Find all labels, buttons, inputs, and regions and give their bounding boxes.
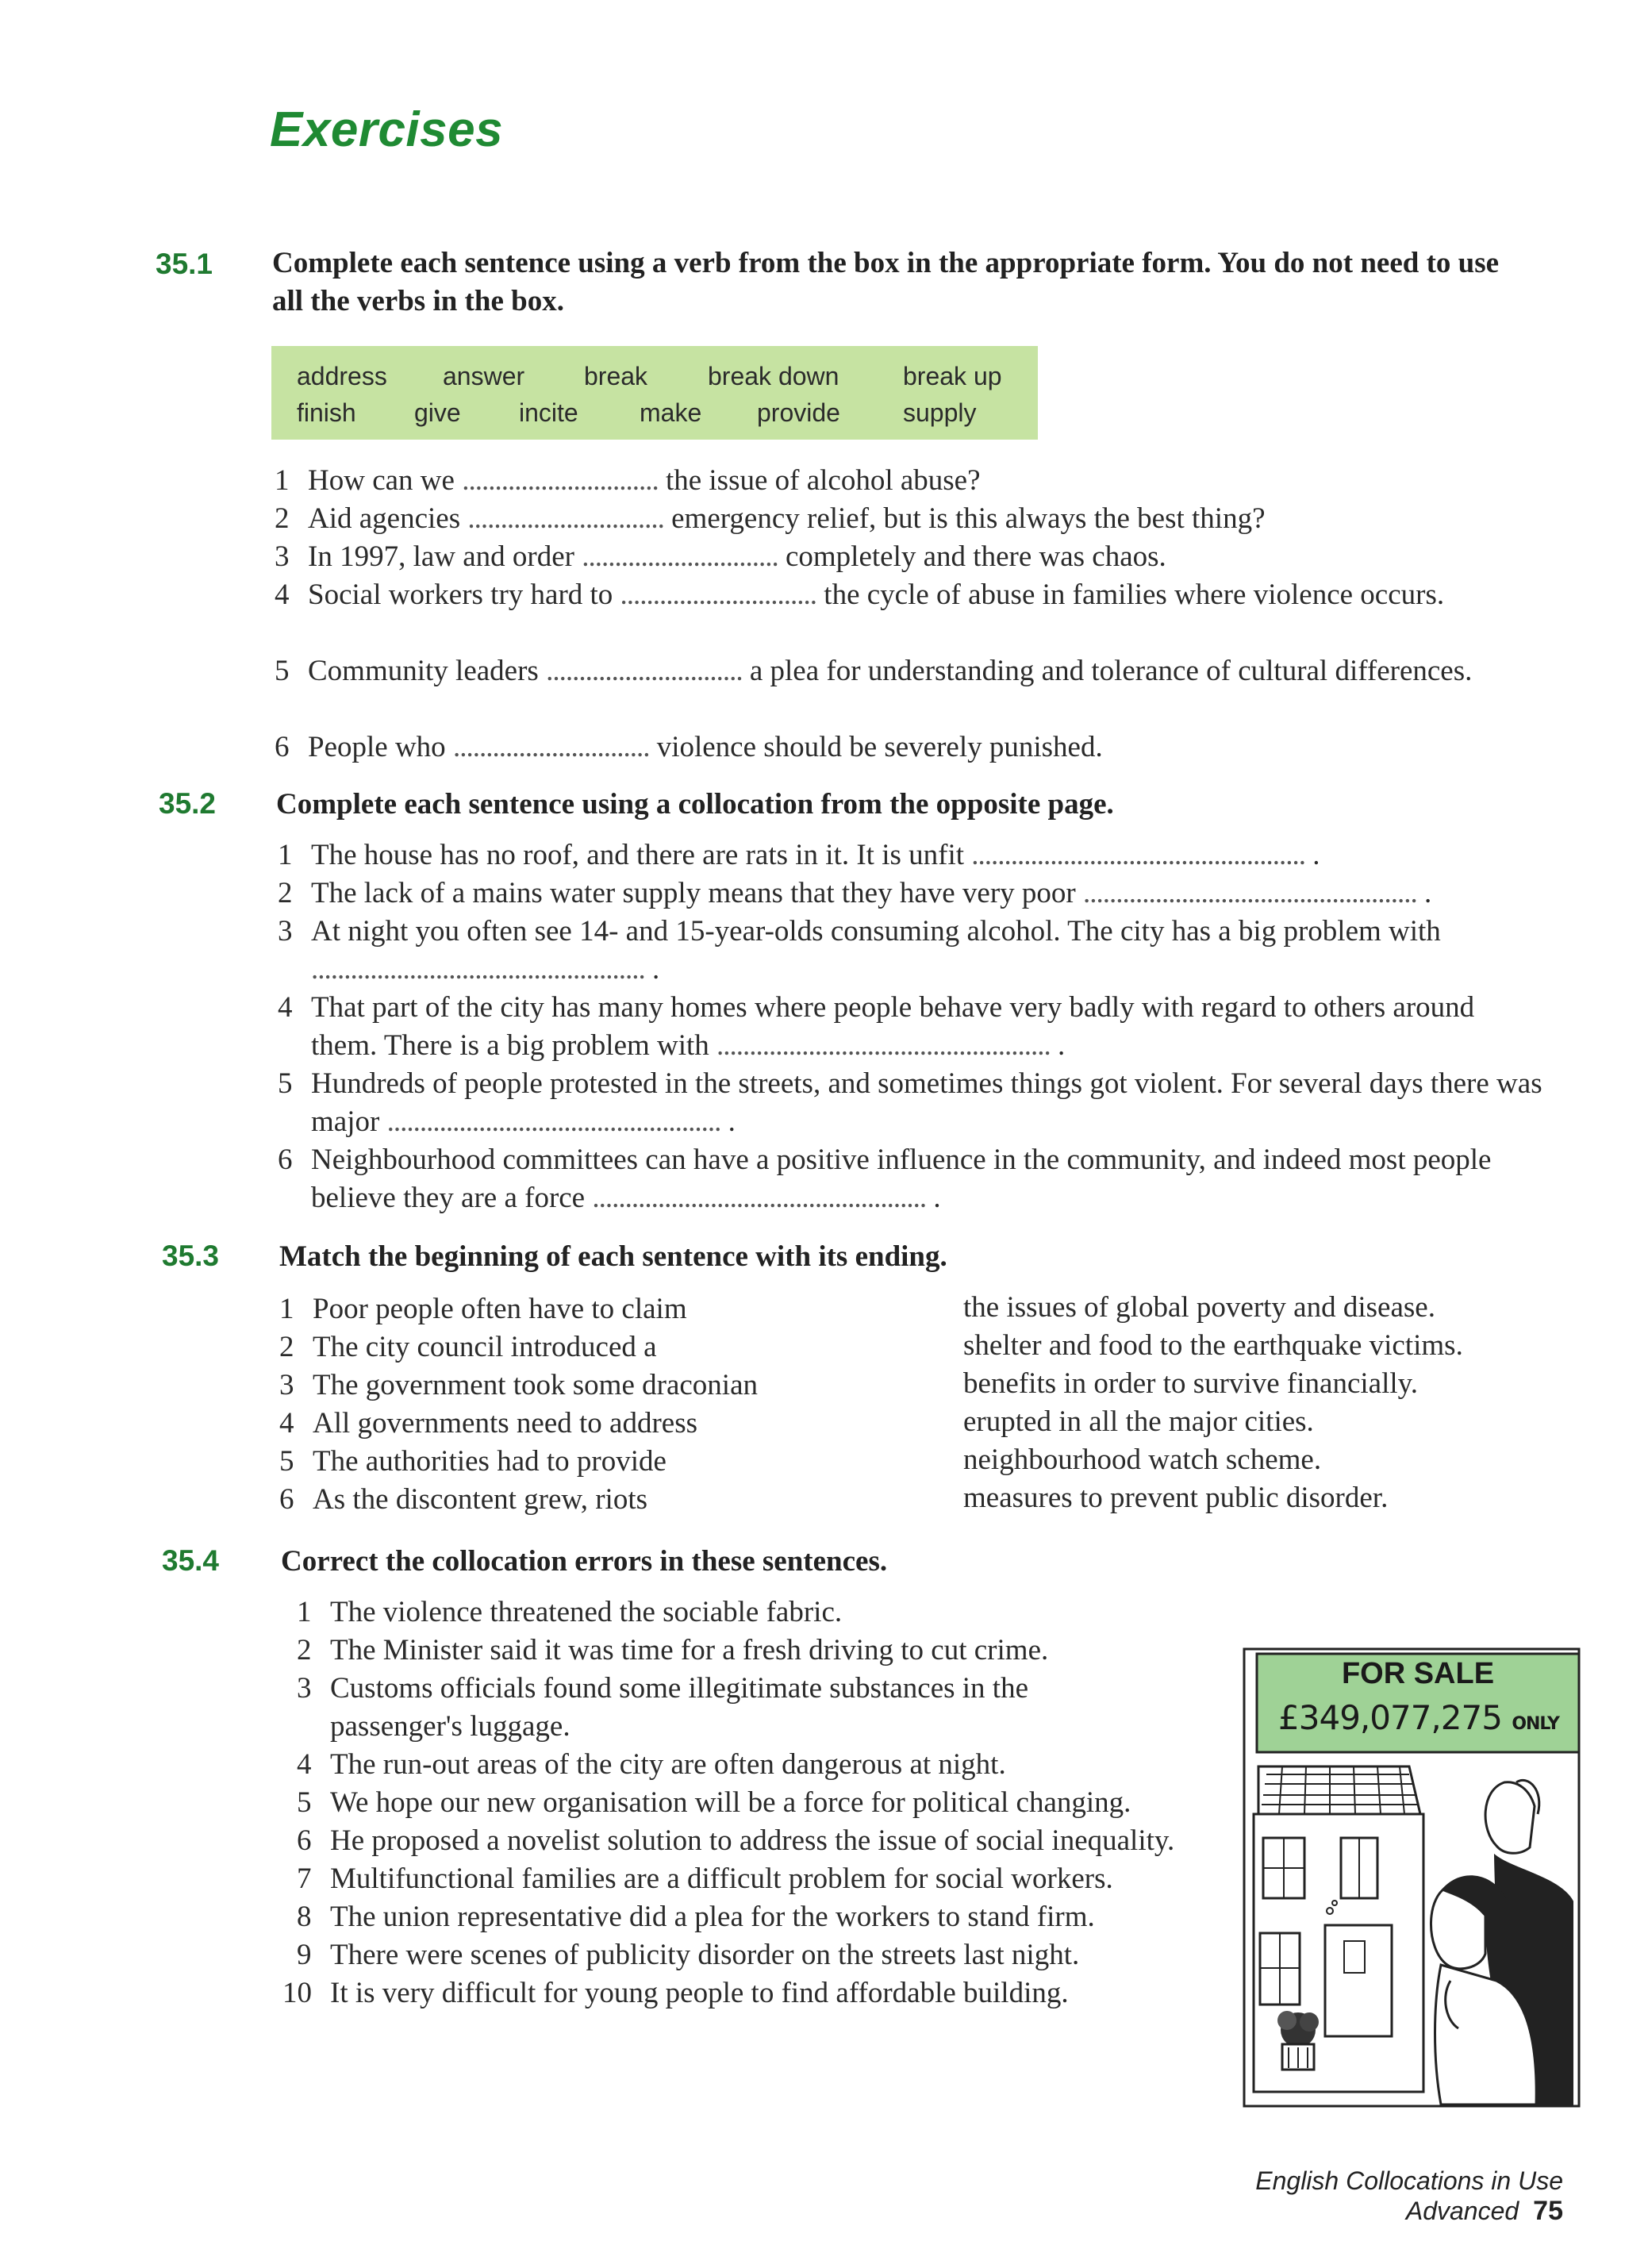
sentence-start: At night you often see 14- and 15-year-olds consuming alcohol. The city has a big problem with xyxy=(311,915,1441,948)
man-head xyxy=(1485,1782,1535,1853)
answer-blank: ................................................... xyxy=(311,953,645,986)
item-number: 2 xyxy=(278,877,293,909)
item-number: 5 xyxy=(278,1067,293,1100)
item-number: 6 xyxy=(275,731,290,763)
list-item xyxy=(282,1974,1224,2012)
item-number: 1 xyxy=(279,1293,294,1325)
book-title: English Collocations in Use Advanced xyxy=(1255,2166,1563,2225)
sentence-text: The union representative did a plea for the workers to stand firm. xyxy=(330,1901,1095,1933)
answer-blank: ................................................... xyxy=(971,839,1306,871)
error-sentences xyxy=(282,1593,1238,2012)
sentence-text: The Minister said it was time for a fresh driving to cut crime. xyxy=(330,1634,1049,1666)
item-number: 1 xyxy=(297,1596,312,1628)
answer-blank: ................................................... xyxy=(1082,877,1417,909)
exercise-number: 35.4 xyxy=(162,1544,220,1577)
answer-blank: ................................................... xyxy=(386,1105,721,1138)
verb-box-word: break xyxy=(584,362,648,390)
sentence-ending: measures to prevent public disorder. xyxy=(963,1482,1389,1514)
item-number: 6 xyxy=(278,1144,293,1176)
item-number: 7 xyxy=(297,1862,312,1895)
sentence-start: Aid agencies xyxy=(308,502,461,535)
sentence-end: . xyxy=(652,953,660,986)
verb-box-word: make xyxy=(640,398,702,427)
sentence-item xyxy=(275,462,1544,500)
sentence-item xyxy=(278,836,1555,875)
item-number: 4 xyxy=(275,579,290,611)
exercise-instruction: Complete each sentence using a verb from the box in the appropriate form. You do not need to use all the verbs in the box. xyxy=(272,247,1500,317)
page-footer xyxy=(1103,2166,1563,2227)
list-item xyxy=(297,1822,1185,1860)
exercise-number: 35.2 xyxy=(159,787,217,820)
verb-box-word: address xyxy=(297,362,387,390)
sentence-beginning: The authorities had to provide xyxy=(313,1445,667,1478)
verb-box-word: answer xyxy=(443,362,525,390)
sentence-item xyxy=(275,538,1544,576)
sign-price: £349,077,275 xyxy=(1278,1698,1502,1737)
answer-blank: ................................................... xyxy=(592,1182,927,1214)
page-title: Exercises xyxy=(270,102,504,157)
sentence-endings xyxy=(963,1289,1598,1517)
item-number: 4 xyxy=(278,991,293,1024)
verb-box-word: break up xyxy=(903,362,1002,390)
sentence-start: Community leaders xyxy=(308,655,539,687)
sentence-ending: shelter and food to the earthquake victims. xyxy=(963,1329,1463,1362)
exercise-instruction: Match the beginning of each sentence with its ending. xyxy=(279,1240,947,1273)
sentence-item xyxy=(278,875,1563,913)
item-number: 5 xyxy=(297,1786,312,1819)
sentence-start: The lack of a mains water supply means that they have very poor xyxy=(311,877,1076,909)
sentence-start: The house has no roof, and there are rats in it. It is unfit xyxy=(311,839,965,871)
sentence-start: In 1997, law and order xyxy=(308,540,574,573)
item-number: 3 xyxy=(297,1672,312,1705)
item-number: 3 xyxy=(275,540,290,573)
item-number: 1 xyxy=(278,839,293,871)
sentence-end: completely and there was chaos. xyxy=(785,540,1166,573)
sentence-item xyxy=(278,1065,1563,1141)
list-item xyxy=(279,1328,930,1367)
sentence-start: Neighbourhood committees can have a positive influence in the community, and indeed most people believe they are a force xyxy=(311,1144,1492,1214)
answer-blank: ................................................... xyxy=(716,1029,1051,1062)
list-item xyxy=(279,1481,930,1519)
sentence-ending: neighbourhood watch scheme. xyxy=(963,1443,1322,1476)
verb-box-word: provide xyxy=(757,398,840,427)
list-item xyxy=(297,1670,1154,1746)
sentence-start: How can we xyxy=(308,464,455,497)
sign-title: FOR SALE xyxy=(1341,1657,1495,1690)
sentence-beginning: The city council introduced a xyxy=(313,1331,657,1363)
list-item xyxy=(297,1632,1238,1670)
sentence-start: Social workers try hard to xyxy=(308,579,613,611)
sentence-start: Hundreds of people protested in the streets, and sometimes things got violent. For several days there was major xyxy=(311,1067,1542,1138)
answer-blank: .............................. xyxy=(620,579,817,611)
verb-box-word: finish xyxy=(297,398,356,427)
item-number: 6 xyxy=(297,1824,312,1857)
sentence-end: the cycle of abuse in families where violence occurs. xyxy=(824,579,1445,611)
sentence-text: There were scenes of publicity disorder on the streets last night. xyxy=(330,1939,1080,1971)
sentence-beginning: The government took some draconian xyxy=(313,1369,758,1401)
sentence-item xyxy=(278,989,1547,1065)
sentence-end: . xyxy=(1058,1029,1066,1062)
sentence-start: That part of the city has many homes where people behave very badly with regard to others around them. There is a big problem with xyxy=(311,991,1475,1062)
item-number: 4 xyxy=(279,1407,294,1440)
sentence-end: . xyxy=(1312,839,1320,871)
sentence-text: He proposed a novelist solution to address the issue of social inequality. xyxy=(330,1824,1175,1857)
list-item xyxy=(279,1443,930,1481)
sign-price-line xyxy=(1260,1698,1577,1737)
list-item xyxy=(279,1290,930,1328)
exercise-instruction: Correct the collocation errors in these sentences. xyxy=(281,1545,888,1578)
sentence-item xyxy=(278,1141,1547,1217)
sentence-end: . xyxy=(933,1182,941,1214)
sentence-ending: benefits in order to survive financially. xyxy=(963,1367,1418,1400)
item-number: 2 xyxy=(279,1331,294,1363)
sentence-end: violence should be severely punished. xyxy=(656,731,1103,763)
list-item xyxy=(279,1367,930,1405)
sign-price-note: ONLY xyxy=(1512,1714,1559,1734)
answer-blank: .............................. xyxy=(467,502,664,535)
verb-box-word: give xyxy=(414,398,461,427)
answer-blank: .............................. xyxy=(462,464,659,497)
sentence-item xyxy=(275,728,1544,767)
item-number: 6 xyxy=(279,1483,294,1516)
list-item xyxy=(297,1860,1154,1898)
exercise-number: 35.1 xyxy=(156,248,213,280)
sentence-text: The run-out areas of the city are often dangerous at night. xyxy=(330,1748,1006,1781)
sentence-end: a plea for understanding and tolerance of cultural differences. xyxy=(749,655,1473,687)
sentence-item xyxy=(275,500,1544,538)
sentence-end: . xyxy=(728,1105,736,1138)
item-number: 5 xyxy=(279,1445,294,1478)
sentence-text: Multifunctional families are a difficult problem for social workers. xyxy=(330,1862,1113,1895)
item-number: 8 xyxy=(297,1901,312,1933)
sentence-ending: the issues of global poverty and disease. xyxy=(963,1291,1435,1324)
verb-box-word: incite xyxy=(519,398,578,427)
sentence-beginnings xyxy=(279,1290,930,1519)
verb-box xyxy=(271,346,1038,440)
item-number: 1 xyxy=(275,464,290,497)
answer-blank: .............................. xyxy=(582,540,778,573)
sentence-beginning: All governments need to address xyxy=(313,1407,697,1440)
item-number: 2 xyxy=(297,1634,312,1666)
item-number: 3 xyxy=(278,915,293,948)
list-item xyxy=(279,1405,930,1443)
sentence-beginning: Poor people often have to claim xyxy=(313,1293,687,1325)
answer-blank: .............................. xyxy=(546,655,743,687)
sentence-text: Customs officials found some illegitimate substances in the passenger's luggage. xyxy=(330,1672,1028,1743)
item-number: 2 xyxy=(275,502,290,535)
page-number: 75 xyxy=(1533,2196,1563,2226)
list-item xyxy=(297,1784,1154,1822)
list-item xyxy=(297,1593,1238,1632)
sentence-end: the issue of alcohol abuse? xyxy=(665,464,981,497)
sentence-item xyxy=(278,913,1555,989)
list-item xyxy=(297,1936,1238,1974)
item-number: 10 xyxy=(282,1977,312,2009)
item-number: 5 xyxy=(275,655,290,687)
answer-blank: .............................. xyxy=(452,731,650,763)
sentence-start: People who xyxy=(308,731,446,763)
verb-box-word: break down xyxy=(708,362,839,390)
verb-box-word: supply xyxy=(903,398,977,427)
item-number: 3 xyxy=(279,1369,294,1401)
item-number: 9 xyxy=(297,1939,312,1971)
sentence-text: The violence threatened the sociable fabric. xyxy=(330,1596,843,1628)
sentence-item xyxy=(275,576,1544,614)
sentence-end: . xyxy=(1423,877,1432,909)
for-sale-cartoon xyxy=(1243,1647,1581,2108)
item-number: 4 xyxy=(297,1748,312,1781)
list-item xyxy=(297,1746,1238,1784)
sentence-text: It is very difficult for young people to find affordable building. xyxy=(330,1977,1069,2009)
sentence-beginning: As the discontent grew, riots xyxy=(313,1483,647,1516)
exercise-number: 35.3 xyxy=(162,1240,220,1272)
exercise-instruction: Complete each sentence using a collocation from the opposite page. xyxy=(276,788,1114,821)
sentence-text: We hope our new organisation will be a force for political changing. xyxy=(330,1786,1131,1819)
list-item xyxy=(297,1898,1238,1936)
sentence-item xyxy=(275,652,1544,690)
sentence-ending: erupted in all the major cities. xyxy=(963,1405,1314,1438)
sentence-end: emergency relief, but is this always the best thing? xyxy=(671,502,1266,535)
